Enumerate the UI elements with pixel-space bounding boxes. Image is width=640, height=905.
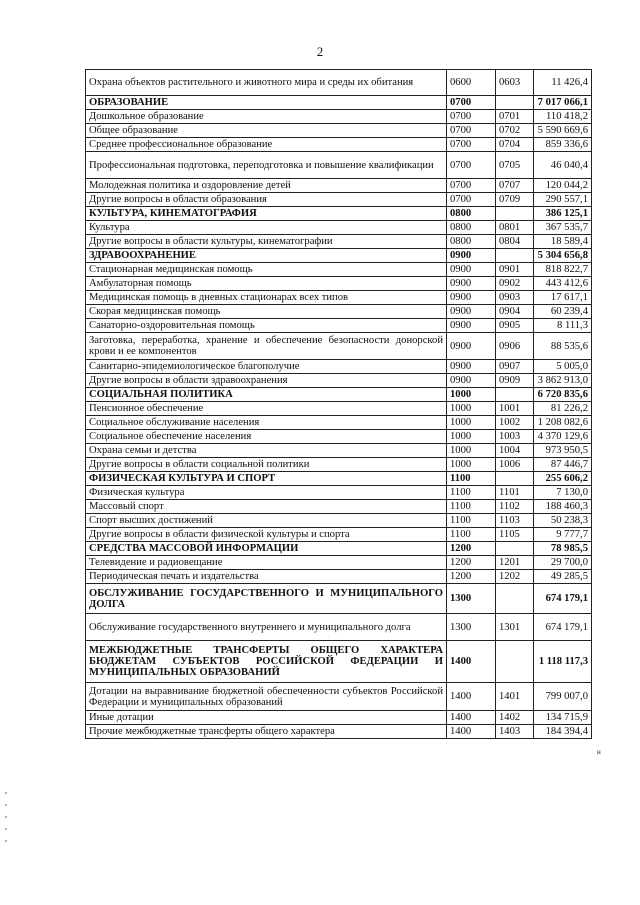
section-code: 0700 (447, 96, 496, 110)
section-code: 0600 (447, 70, 496, 96)
subsection-code: 0905 (496, 319, 534, 333)
subsection-row (86, 305, 592, 319)
subsection-code (496, 472, 534, 486)
amount: 9 777,7 (534, 528, 592, 542)
row-name: Заготовка, переработка, хранение и обеспечение безопасности донорской крови и ее компонентов (86, 333, 447, 360)
amount: 29 700,0 (534, 556, 592, 570)
section-code: 0900 (447, 249, 496, 263)
subsection-code: 0801 (496, 221, 534, 235)
amount: 7 130,0 (534, 486, 592, 500)
subsection-code: 0907 (496, 360, 534, 374)
subsection-row (86, 711, 592, 725)
section-code: 1400 (447, 711, 496, 725)
section-code: 0700 (447, 152, 496, 179)
row-name: Общее образование (86, 124, 447, 138)
section-code: 1300 (447, 614, 496, 641)
section-code: 1400 (447, 725, 496, 739)
row-name: Обслуживание государственного внутреннего и муниципального долга (86, 614, 447, 641)
row-name: Медицинская помощь в дневных стационарах всех типов (86, 291, 447, 305)
section-code: 0900 (447, 291, 496, 305)
amount: 11 426,4 (534, 70, 592, 96)
row-name: СРЕДСТВА МАССОВОЙ ИНФОРМАЦИИ (86, 542, 447, 556)
row-name: Скорая медицинская помощь (86, 305, 447, 319)
row-name: Стационарная медицинская помощь (86, 263, 447, 277)
amount: 87 446,7 (534, 458, 592, 472)
subsection-row (86, 556, 592, 570)
section-row (86, 207, 592, 221)
subsection-code: 0804 (496, 235, 534, 249)
row-name: Телевидение и радиовещание (86, 556, 447, 570)
section-code: 0700 (447, 193, 496, 207)
row-name: МЕЖБЮДЖЕТНЫЕ ТРАНСФЕРТЫ ОБЩЕГО ХАРАКТЕРА БЮДЖЕТАМ СУБЪЕКТОВ РОССИЙСКОЙ ФЕДЕРАЦИИ И МУНИЦИПАЛЬНЫХ ОБРАЗОВАНИЙ (86, 641, 447, 683)
section-row (86, 542, 592, 556)
row-name: Среднее профессиональное образование (86, 138, 447, 152)
section-row (86, 641, 592, 683)
subsection-row (86, 486, 592, 500)
section-code: 0700 (447, 179, 496, 193)
section-code: 0900 (447, 333, 496, 360)
section-code: 1100 (447, 514, 496, 528)
section-code: 0800 (447, 221, 496, 235)
amount: 1 118 117,3 (534, 641, 592, 683)
amount: 386 125,1 (534, 207, 592, 221)
amount: 120 044,2 (534, 179, 592, 193)
amount: 5 304 656,8 (534, 249, 592, 263)
section-code: 0700 (447, 138, 496, 152)
section-code: 0900 (447, 374, 496, 388)
row-name: Охрана семьи и детства (86, 444, 447, 458)
row-name: Профессиональная подготовка, переподготовка и повышение квалификации (86, 152, 447, 179)
subsection-row (86, 500, 592, 514)
subsection-code: 1002 (496, 416, 534, 430)
subsection-code: 1401 (496, 683, 534, 711)
section-code: 1200 (447, 542, 496, 556)
amount: 367 535,7 (534, 221, 592, 235)
subsection-row (86, 110, 592, 124)
section-code: 1400 (447, 683, 496, 711)
subsection-code: 1402 (496, 711, 534, 725)
amount: 88 535,6 (534, 333, 592, 360)
subsection-code: 1202 (496, 570, 534, 584)
page-number: 2 (316, 44, 324, 59)
subsection-row (86, 402, 592, 416)
subsection-code: 1006 (496, 458, 534, 472)
amount: 78 985,5 (534, 542, 592, 556)
subsection-code: 1001 (496, 402, 534, 416)
section-row (86, 388, 592, 402)
amount: 818 822,7 (534, 263, 592, 277)
section-code: 0900 (447, 263, 496, 277)
section-code: 1000 (447, 444, 496, 458)
section-code: 0700 (447, 110, 496, 124)
section-code: 0800 (447, 235, 496, 249)
row-name: Спорт высших достижений (86, 514, 447, 528)
amount: 859 336,6 (534, 138, 592, 152)
row-name: Социальное обслуживание населения (86, 416, 447, 430)
section-code: 1200 (447, 570, 496, 584)
subsection-code: 0909 (496, 374, 534, 388)
amount: 5 005,0 (534, 360, 592, 374)
amount: 110 418,2 (534, 110, 592, 124)
amount: 290 557,1 (534, 193, 592, 207)
section-code: 1100 (447, 472, 496, 486)
subsection-row (86, 124, 592, 138)
subsection-code: 0705 (496, 152, 534, 179)
section-code: 1100 (447, 486, 496, 500)
subsection-row (86, 528, 592, 542)
amount: 674 179,1 (534, 614, 592, 641)
subsection-row (86, 725, 592, 739)
subsection-row (86, 193, 592, 207)
row-name: Иные дотации (86, 711, 447, 725)
amount: 5 590 669,6 (534, 124, 592, 138)
section-code: 0900 (447, 360, 496, 374)
subsection-row (86, 333, 592, 360)
section-code: 0900 (447, 277, 496, 291)
section-code: 1000 (447, 458, 496, 472)
section-code: 0900 (447, 305, 496, 319)
amount: 81 226,2 (534, 402, 592, 416)
section-code: 1000 (447, 430, 496, 444)
section-code: 1000 (447, 402, 496, 416)
row-name: Другие вопросы в области физической культуры и спорта (86, 528, 447, 542)
section-row (86, 249, 592, 263)
section-code: 1000 (447, 388, 496, 402)
subsection-code: 1301 (496, 614, 534, 641)
section-code: 1200 (447, 556, 496, 570)
amount: 674 179,1 (534, 584, 592, 614)
subsection-row (86, 263, 592, 277)
subsection-row (86, 570, 592, 584)
section-row (86, 472, 592, 486)
row-name: ОБСЛУЖИВАНИЕ ГОСУДАРСТВЕННОГО И МУНИЦИПАЛЬНОГО ДОЛГА (86, 584, 447, 614)
amount: 8 111,3 (534, 319, 592, 333)
amount: 255 606,2 (534, 472, 592, 486)
amount: 134 715,9 (534, 711, 592, 725)
amount: 60 239,4 (534, 305, 592, 319)
subsection-row (86, 179, 592, 193)
subsection-code: 0709 (496, 193, 534, 207)
subsection-row (86, 430, 592, 444)
section-code: 0700 (447, 124, 496, 138)
subsection-row (86, 514, 592, 528)
subsection-code: 0904 (496, 305, 534, 319)
row-name: ЗДРАВООХРАНЕНИЕ (86, 249, 447, 263)
section-code: 1400 (447, 641, 496, 683)
section-row (86, 96, 592, 110)
amount: 18 589,4 (534, 235, 592, 249)
subsection-code: 1101 (496, 486, 534, 500)
subsection-row (86, 360, 592, 374)
amount: 973 950,5 (534, 444, 592, 458)
row-name: ФИЗИЧЕСКАЯ КУЛЬТУРА И СПОРТ (86, 472, 447, 486)
subsection-code: 0906 (496, 333, 534, 360)
row-name: Другие вопросы в области здравоохранения (86, 374, 447, 388)
subsection-code: 0603 (496, 70, 534, 96)
amount: 184 394,4 (534, 725, 592, 739)
subsection-code (496, 584, 534, 614)
subsection-code (496, 249, 534, 263)
row-name: Другие вопросы в области культуры, кинематографии (86, 235, 447, 249)
amount: 1 208 082,6 (534, 416, 592, 430)
row-name: Амбулаторная помощь (86, 277, 447, 291)
subsection-code: 1003 (496, 430, 534, 444)
row-name: Пенсионное обеспечение (86, 402, 447, 416)
budget-table-body (86, 70, 592, 739)
row-name: СОЦИАЛЬНАЯ ПОЛИТИКА (86, 388, 447, 402)
row-name: Дотации на выравнивание бюджетной обеспеченности субъектов Российской Федерации и муниципальных образований (86, 683, 447, 711)
subsection-row (86, 70, 592, 96)
subsection-code: 1403 (496, 725, 534, 739)
row-name: Прочие межбюджетные трансферты общего характера (86, 725, 447, 739)
subsection-code (496, 542, 534, 556)
row-name: КУЛЬТУРА, КИНЕМАТОГРАФИЯ (86, 207, 447, 221)
row-name: Дошкольное образование (86, 110, 447, 124)
subsection-row (86, 458, 592, 472)
subsection-code (496, 96, 534, 110)
amount: 799 007,0 (534, 683, 592, 711)
subsection-row (86, 221, 592, 235)
section-code: 1300 (447, 584, 496, 614)
row-name: ОБРАЗОВАНИЕ (86, 96, 447, 110)
row-name: Молодежная политика и оздоровление детей (86, 179, 447, 193)
amount: 49 285,5 (534, 570, 592, 584)
amount: 6 720 835,6 (534, 388, 592, 402)
subsection-row (86, 291, 592, 305)
row-name: Массовый спорт (86, 500, 447, 514)
subsection-code: 1004 (496, 444, 534, 458)
footnote-mark: н (597, 748, 601, 756)
subsection-row (86, 683, 592, 711)
amount: 17 617,1 (534, 291, 592, 305)
subsection-code: 1103 (496, 514, 534, 528)
row-name: Санитарно-эпидемиологическое благополучие (86, 360, 447, 374)
row-name: Другие вопросы в области образования (86, 193, 447, 207)
amount: 188 460,3 (534, 500, 592, 514)
subsection-row (86, 138, 592, 152)
subsection-code: 0707 (496, 179, 534, 193)
subsection-code (496, 207, 534, 221)
row-name: Периодическая печать и издательства (86, 570, 447, 584)
row-name: Физическая культура (86, 486, 447, 500)
subsection-row (86, 319, 592, 333)
subsection-row (86, 416, 592, 430)
section-code: 1000 (447, 416, 496, 430)
section-code: 0900 (447, 319, 496, 333)
row-name: Охрана объектов растительного и животного мира и среды их обитания (86, 70, 447, 96)
subsection-code: 0702 (496, 124, 534, 138)
section-code: 0800 (447, 207, 496, 221)
amount: 50 238,3 (534, 514, 592, 528)
section-code: 1100 (447, 528, 496, 542)
subsection-row (86, 152, 592, 179)
subsection-code: 0901 (496, 263, 534, 277)
amount: 46 040,4 (534, 152, 592, 179)
budget-table (85, 69, 592, 739)
section-code: 1100 (447, 500, 496, 514)
amount: 7 017 066,1 (534, 96, 592, 110)
subsection-code: 1201 (496, 556, 534, 570)
amount: 443 412,6 (534, 277, 592, 291)
subsection-row (86, 235, 592, 249)
subsection-code: 0701 (496, 110, 534, 124)
subsection-row (86, 277, 592, 291)
subsection-code (496, 388, 534, 402)
row-name: Другие вопросы в области социальной политики (86, 458, 447, 472)
subsection-row (86, 374, 592, 388)
row-name: Культура (86, 221, 447, 235)
subsection-code: 0903 (496, 291, 534, 305)
row-name: Социальное обеспечение населения (86, 430, 447, 444)
subsection-code: 0902 (496, 277, 534, 291)
subsection-row (86, 614, 592, 641)
subsection-code: 1102 (496, 500, 534, 514)
amount: 4 370 129,6 (534, 430, 592, 444)
subsection-code: 1105 (496, 528, 534, 542)
subsection-code: 0704 (496, 138, 534, 152)
amount: 3 862 913,0 (534, 374, 592, 388)
section-row (86, 584, 592, 614)
subsection-row (86, 444, 592, 458)
row-name: Санаторно-оздоровительная помощь (86, 319, 447, 333)
subsection-code (496, 641, 534, 683)
margin-dots (3, 792, 9, 852)
